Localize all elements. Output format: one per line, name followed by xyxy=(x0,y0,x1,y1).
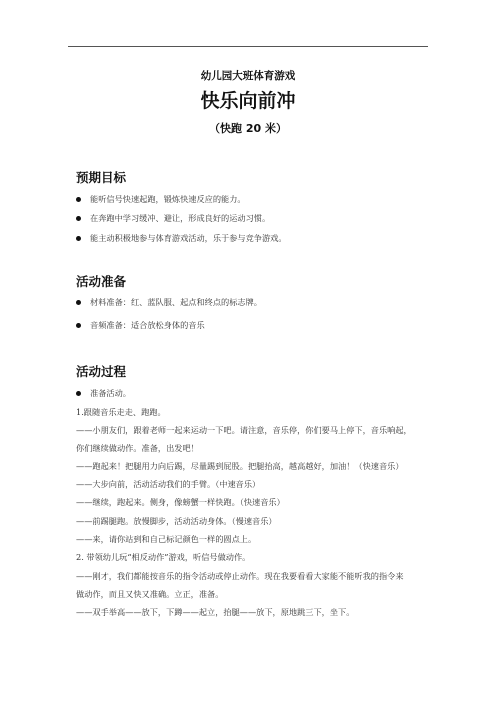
bullet-icon xyxy=(76,216,81,221)
process-heading: 活动过程 xyxy=(76,364,127,379)
process-line: ——大步向前，活动活动我们的手臂。（中速音乐） xyxy=(76,479,261,489)
process-bullet-text: 准备活动。 xyxy=(90,388,131,398)
header-rule xyxy=(68,46,428,47)
bullet-icon xyxy=(76,236,81,241)
bullet-icon xyxy=(76,391,81,396)
document-main-title: 快乐向前冲 xyxy=(200,90,296,112)
prep-item-text: 材料准备：红、蓝队服、起点和终点的标志牌。 xyxy=(90,297,262,307)
goals-item-text: 能听信号快速起跑，锻炼快速反应的能力。 xyxy=(90,194,246,204)
bullet-icon xyxy=(76,323,81,328)
process-line: ——刚才，我们都能按音乐的指令活动或停止动作。现在我要看看大家能不能听我的指令来 xyxy=(76,571,404,581)
goals-item-text: 在奔跑中学习缓冲、避让，形成良好的运动习惯。 xyxy=(90,213,271,223)
goals-item-text: 能主动积极地参与体育游戏活动，乐于参与竞争游戏。 xyxy=(90,233,287,243)
prep-item-text: 音频准备：适合放松身体的音乐 xyxy=(90,320,205,330)
process-line: ——前踢腿跑。放慢脚步，活动活动身体。（慢速音乐） xyxy=(76,516,277,526)
document-subtitle: （快跑 20 米） xyxy=(209,122,287,135)
process-line: ——继续，跑起来。侧身，像螃蟹一样快跑。（快速音乐） xyxy=(76,497,285,507)
process-line: 2. 带领幼儿玩“相反动作”游戏，听信号做动作。 xyxy=(76,552,251,562)
process-line: ——来，请你站到和自己标记颜色一样的圆点上。 xyxy=(76,534,257,544)
process-line: 做动作，而且又快又准确。立正，准备。 xyxy=(76,589,224,599)
bullet-icon xyxy=(76,300,81,305)
process-line: 你们继续做动作。准备，出发吧！ xyxy=(76,443,199,453)
process-line: ——双手举高——放下，下蹲——起立，抬腿——放下，原地跳三下，坐下。 xyxy=(76,607,355,617)
document-category-title: 幼儿园大班体育游戏 xyxy=(200,70,296,82)
process-line: ——跑起来！把腿用力向后踢，尽量踢到屁股。把腿抬高，越高越好，加油！（快速音乐） xyxy=(76,461,404,471)
bullet-icon xyxy=(76,197,81,202)
prep-heading: 活动准备 xyxy=(76,274,127,289)
goals-heading: 预期目标 xyxy=(76,170,127,185)
process-line: ——小朋友们，跟着老师一起来运动一下吧。请注意，音乐停，你们要马上停下，音乐响起， xyxy=(76,425,412,435)
process-line: 1.跟随音乐走走、跑跑。 xyxy=(76,407,166,417)
